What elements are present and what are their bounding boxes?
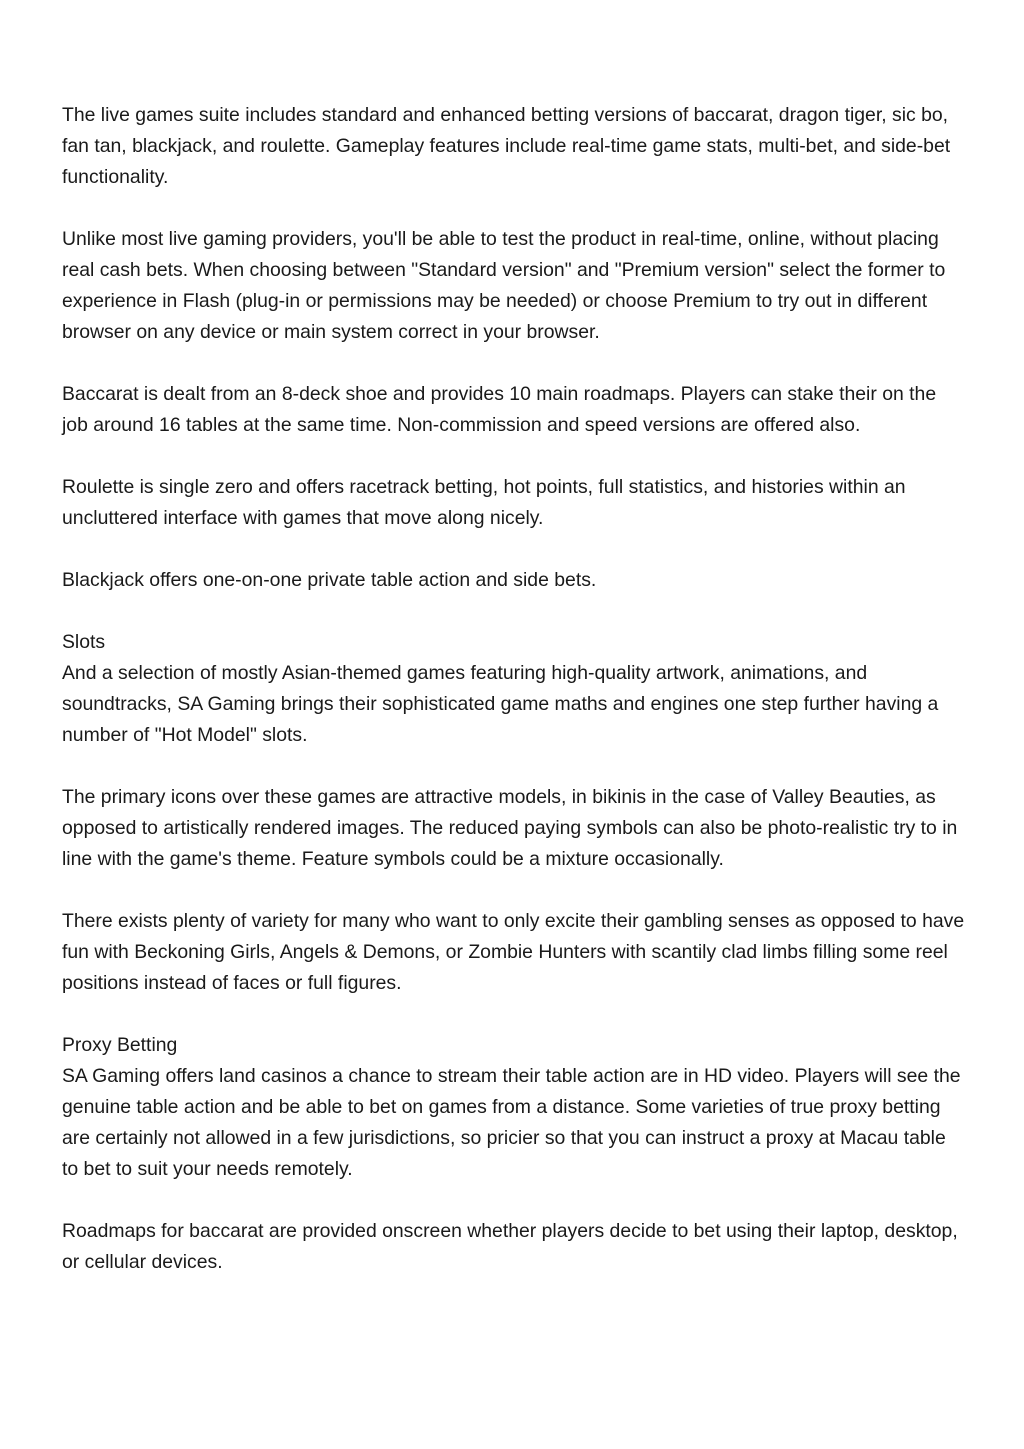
section-proxy-betting <box>62 1030 967 1185</box>
paragraph-roulette: Roulette is single zero and offers racetrack betting, hot points, full statistics, and histories within an uncluttered interface with games that move along nicely. <box>62 476 906 529</box>
section-slots <box>62 627 967 751</box>
paragraph-baccarat: Baccarat is dealt from an 8-deck shoe and provides 10 main roadmaps. Players can stake their on the job around 16 tables at the same time. Non-commission and speed versions are offered also. <box>62 383 937 436</box>
paragraph-primary-icons: The primary icons over these games are attractive models, in bikinis in the case of Valley Beauties, as opposed to artistically rendered images. The reduced paying symbols can also be photo-realistic try to in line with the game's theme. Feature symbols could be a mixture occasionally. <box>62 786 958 870</box>
paragraph-slots-intro: And a selection of mostly Asian-themed games featuring high-quality artwork, animations, and soundtracks, SA Gaming brings their sophisticated game maths and engines one step further having a number of "Hot Model" slots. <box>62 662 939 746</box>
document-page <box>62 100 967 1309</box>
paragraph-live-games: The live games suite includes standard and enhanced betting versions of baccarat, dragon tiger, sic bo, fan tan, blackjack, and roulette. Gameplay features include real-time game stats, multi-bet, and side-bet functionality. <box>62 104 951 188</box>
paragraph-proxy-intro: SA Gaming offers land casinos a chance to stream their table action are in HD video. Players will see the genuine table action and be able to bet on games from a distance. Some varieties of true proxy betting are certainly not allowed in a few jurisdictions, so pricier so that you can instruct a proxy at Macau table to bet to suit your needs remotely. <box>62 1065 961 1180</box>
section-heading-slots: Slots <box>62 631 106 653</box>
section-heading-proxy-betting: Proxy Betting <box>62 1034 178 1056</box>
paragraph-variety: There exists plenty of variety for many who want to only excite their gambling senses as opposed to have fun with Beckoning Girls, Angels & Demons, or Zombie Hunters with scantily clad limbs filling some reel positions instead of faces or full figures. <box>62 910 965 994</box>
paragraph-roadmaps: Roadmaps for baccarat are provided onscreen whether players decide to bet using their laptop, desktop, or cellular devices. <box>62 1220 958 1273</box>
paragraph-test-product: Unlike most live gaming providers, you'll be able to test the product in real-time, online, without placing real cash bets. When choosing between "Standard version" and "Premium version" select the former to experience in Flash (plug-in or permissions may be needed) or choose Premium to try out in different browser on any device or main system correct in your browser. <box>62 228 946 343</box>
paragraph-blackjack: Blackjack offers one-on-one private table action and side bets. <box>62 569 597 591</box>
